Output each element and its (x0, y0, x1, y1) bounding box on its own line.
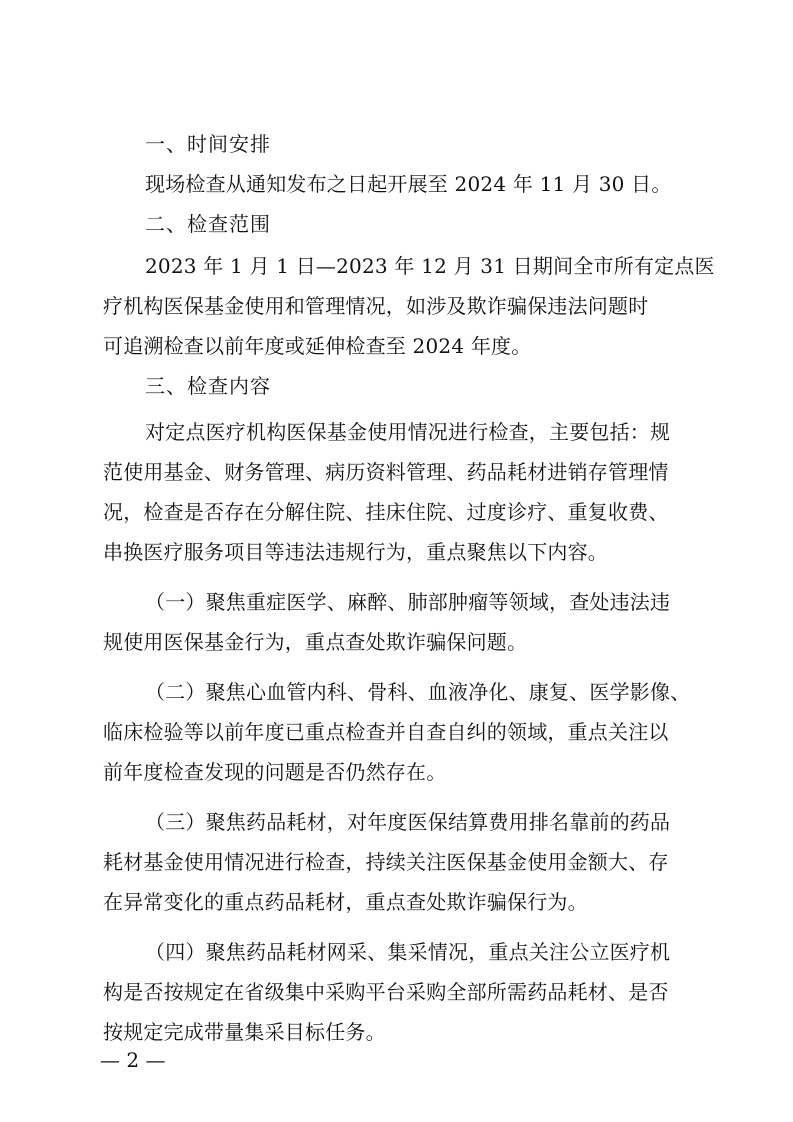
paragraph-line: 串换医疗服务项目等违法违规行为，重点聚焦以下内容。 (103, 540, 608, 564)
paragraph-line: 前年度检查发现的问题是否仍然存在。 (103, 760, 447, 784)
section-heading-schedule: 一、时间安排 (145, 132, 271, 156)
paragraph-line: 构是否按规定在省级集中采购平台采购全部所需药品耗材、是否 (103, 980, 669, 1004)
paragraph-line: 可追溯检查以前年度或延伸检查至 2024 年度。 (103, 334, 532, 358)
paragraph-line: 规使用医保基金行为，重点查处欺诈骗保问题。 (103, 630, 528, 654)
paragraph-line: 耗材基金使用情况进行检查，持续关注医保基金使用金额大、存 (103, 850, 669, 874)
paragraph-line: （二）聚焦心血管内科、骨科、血液净化、康复、医学影像、 (145, 680, 691, 704)
section-heading-content: 三、检查内容 (145, 374, 271, 398)
paragraph-line: 疗机构医保基金使用和管理情况，如涉及欺诈骗保违法问题时 (103, 294, 649, 318)
paragraph-line: （四）聚焦药品耗材网采、集采情况，重点关注公立医疗机 (145, 940, 671, 964)
paragraph-line: 在异常变化的重点药品耗材，重点查处欺诈骗保行为。 (103, 890, 588, 914)
paragraph-line: 临床检验等以前年度已重点检查并自查自纠的领域，重点关注以 (103, 720, 669, 744)
paragraph-line: 对定点医疗机构医保基金使用情况进行检查，主要包括：规 (145, 420, 671, 444)
page-number: — 2 — (100, 1048, 166, 1072)
section-heading-scope: 二、检查范围 (145, 212, 271, 236)
paragraph-line: （三）聚焦药品耗材，对年度医保结算费用排名靠前的药品 (145, 810, 671, 834)
paragraph-line: 范使用基金、财务管理、病历资料管理、药品耗材进销存管理情 (103, 460, 669, 484)
paragraph-line: 2023 年 1 月 1 日—2023 年 12 月 31 日期间全市所有定点医 (145, 254, 715, 278)
paragraph-line: 按规定完成带量集采目标任务。 (103, 1020, 386, 1044)
paragraph-line: （一）聚焦重症医学、麻醉、肺部肿瘤等领域，查处违法违 (145, 590, 671, 614)
paragraph-line: 况，检查是否存在分解住院、挂床住院、过度诊疗、重复收费、 (103, 500, 669, 524)
paragraph-line: 现场检查从通知发布之日起开展至 2024 年 11 月 30 日。 (145, 172, 672, 196)
